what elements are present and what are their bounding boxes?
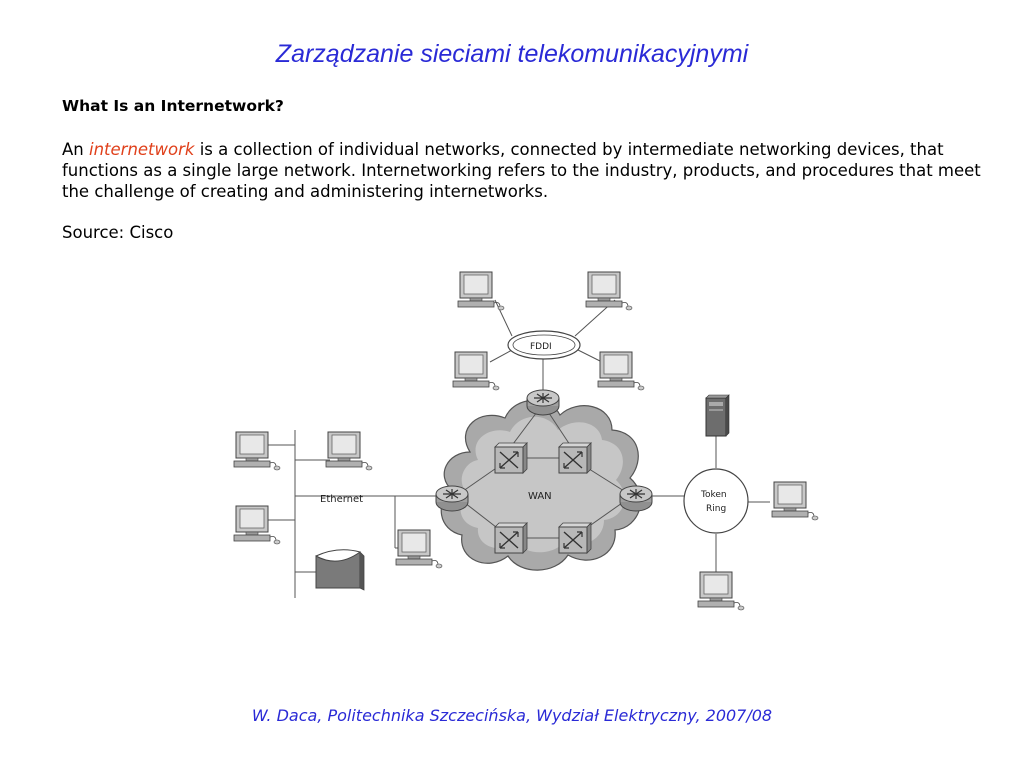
wan-switch-bottom-right [559,523,591,553]
token-ring [684,469,748,533]
fddi-pc-bottom-left [453,352,499,390]
paragraph-intro: An [62,140,89,159]
fddi-label: FDDI [530,342,552,352]
token-ring-pc-right [772,482,818,520]
ethernet-pc-1 [234,432,280,470]
wan-label: WAN [528,491,552,502]
section-heading: What Is an Internetwork? [62,97,284,115]
printer-icon [316,550,364,590]
token-ring-label-2: Ring [706,504,727,514]
paragraph-rest: is a collection of individual networks, connected by intermediate networking devices, that functions as a single large network. Internetworking refers to the industry, products, and procedures that meet the challenge of creating and administering internetworks. [62,140,981,201]
ethernet-pc-4 [396,530,442,568]
slide-title: Zarządzanie sieciami telekomunikacyjnymi [275,40,749,68]
token-ring-pc-bottom [698,572,744,610]
router-ethernet [436,486,468,511]
token-ring-label-1: Token [701,490,727,500]
wan-switch-top-right [559,443,591,473]
ethernet-pc-3 [326,432,372,470]
router-token-ring [620,486,652,511]
ethernet-label: Ethernet [320,494,364,505]
internetwork-term: internetwork [89,140,195,159]
fddi-pc-bottom-right [598,352,644,390]
wan-switch-top-left [495,443,527,473]
fddi-pc-top-right [586,272,632,310]
slide-footer: W. Daca, Politechnika Szczecińska, Wydział Elektryczny, 2007/08 [251,706,773,725]
ethernet-pc-2 [234,506,280,544]
wan-switch-bottom-left [495,523,527,553]
router-fddi [527,390,559,415]
source-line: Source: Cisco [62,223,174,242]
server-icon [706,395,729,436]
